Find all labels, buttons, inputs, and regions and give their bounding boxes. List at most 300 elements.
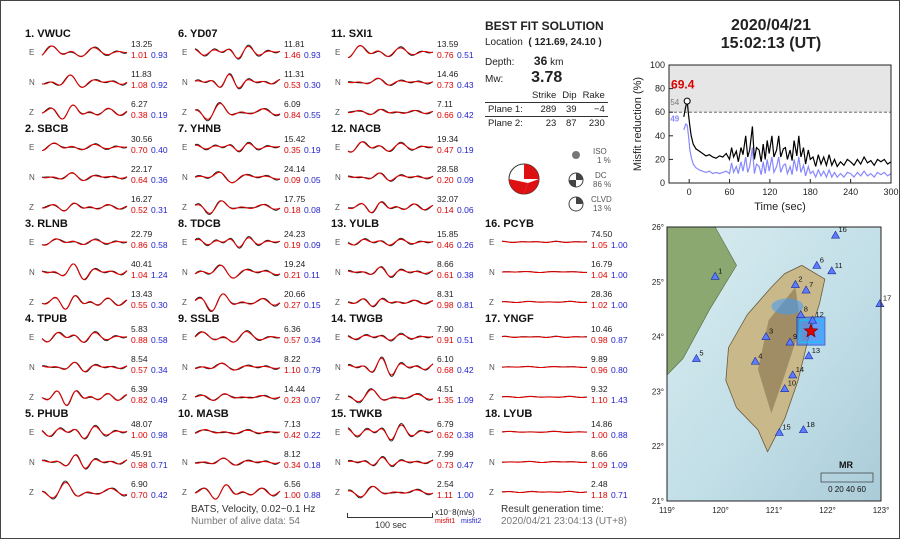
amplitude-value: 13.43	[131, 289, 153, 299]
misfit1-value: 1.02	[591, 300, 608, 310]
observed-waveform	[195, 103, 280, 121]
station-id-label: 2	[798, 274, 803, 284]
mw-label: Mw:	[485, 74, 504, 85]
station-id-label: 3	[768, 326, 774, 336]
plane2-dip: 87	[559, 117, 579, 131]
station-id-label: 11	[834, 260, 843, 270]
misfit2-value: 1.43	[611, 395, 628, 405]
misfit1-value: 0.61	[437, 270, 454, 280]
component-label: Z	[29, 298, 34, 307]
misfit1-value: 0.21	[284, 270, 301, 280]
misfit2-value: 0.49	[151, 395, 168, 405]
amplitude-value: 74.50	[591, 229, 613, 239]
misfit-reduction-chart	[629, 59, 897, 215]
synthetic-waveform	[348, 358, 433, 375]
synthetic-waveform	[195, 458, 280, 465]
component-label: N	[335, 458, 341, 467]
best-fit-point	[684, 98, 690, 104]
misfit2-value: 0.58	[151, 335, 168, 345]
station-id-label: 4	[758, 351, 763, 361]
station-id-label: 15	[782, 422, 791, 432]
misfit2-value: 0.34	[151, 365, 168, 375]
longitude-label: 122°	[819, 506, 836, 515]
synthetic-waveform	[42, 426, 127, 438]
misfit2-value: 0.71	[151, 460, 168, 470]
component-label: E	[182, 143, 188, 152]
amplitude-value: 22.17	[131, 164, 153, 174]
result-time-label: Result generation time:	[501, 504, 604, 515]
component-label: Z	[29, 393, 34, 402]
station-id-label: 9	[793, 332, 798, 342]
dip-header: Dip	[559, 89, 579, 103]
misfit2-value: 0.31	[151, 205, 168, 215]
x-tick-label: 240	[843, 187, 859, 197]
misfit1-value: 0.55	[131, 300, 148, 310]
misfit1-value: 1.01	[131, 50, 148, 60]
misfit2-value: 0.80	[611, 365, 628, 375]
clvd-value: 13 %	[593, 204, 612, 213]
synthetic-waveform	[348, 202, 433, 213]
component-label: E	[335, 428, 341, 437]
component-label: E	[182, 238, 188, 247]
x-tick-label: 300	[883, 187, 899, 197]
nodal-planes-table	[485, 89, 608, 130]
amplitude-value: 13.59	[437, 39, 459, 49]
station-id-label: 16	[838, 225, 847, 235]
amplitude-value: 11.81	[284, 39, 305, 49]
y-tick-label: 60	[654, 107, 665, 118]
misfit1-value: 0.70	[131, 490, 148, 500]
amplitude-value: 7.90	[437, 324, 454, 334]
misfit2-value: 0.34	[304, 335, 321, 345]
misfit1-value: 0.98	[437, 300, 454, 310]
misfit1-value: 0.34	[284, 460, 301, 470]
station-label: 16. PCYB	[485, 218, 534, 230]
misfit1-value: 0.47	[437, 145, 454, 155]
misfit1-value: 1.00	[591, 430, 608, 440]
amplitude-value: 2.54	[437, 479, 454, 489]
amplitude-value: 6.27	[131, 99, 148, 109]
iso-icon	[572, 151, 580, 159]
misfit2-value: 0.87	[611, 335, 628, 345]
component-label: E	[335, 143, 341, 152]
misfit1-value: 0.09	[284, 175, 301, 185]
x-tick-label: 60	[724, 187, 735, 197]
synthetic-waveform	[502, 302, 587, 303]
x-tick-label: 180	[802, 187, 818, 197]
misfit2-value: 0.58	[151, 240, 168, 250]
third-fit-value: 49	[670, 114, 680, 124]
y-axis-label: Misfit reduction (%)	[632, 76, 644, 172]
misfit2-value: 0.08	[304, 205, 321, 215]
amplitude-value: 8.31	[437, 289, 454, 299]
station-label: 3. RLNB	[25, 218, 68, 230]
latitude-label: 24°	[651, 332, 664, 342]
second-fit-value: 54	[670, 98, 680, 108]
station-id-label: 7	[809, 280, 814, 290]
iso-label: ISO	[593, 147, 607, 156]
longitude-label: 123°	[872, 506, 890, 515]
synthetic-waveform	[348, 78, 433, 85]
amplitude-value: 16.27	[131, 194, 153, 204]
depth-label: Depth:	[485, 57, 515, 68]
synthetic-waveform	[348, 109, 433, 114]
location-value: ( 121.69, 24.10 )	[528, 37, 602, 48]
amplitude-value: 4.51	[437, 384, 454, 394]
amplitude-value: 45.91	[131, 449, 153, 459]
misfit1-value: 0.68	[437, 365, 454, 375]
misfit1-value: 0.98	[591, 335, 608, 345]
misfit2-value: 0.42	[457, 110, 474, 120]
synthetic-waveform	[195, 430, 280, 434]
misfit2-value: 0.42	[457, 365, 474, 375]
misfit2-value: 1.24	[151, 270, 168, 280]
misfit1-value: 0.42	[284, 430, 301, 440]
station-label: 11. SXI1	[331, 28, 373, 40]
synthetic-waveform	[42, 333, 127, 343]
misfit2-value: 0.19	[151, 110, 168, 120]
synthetic-waveform	[502, 397, 587, 398]
component-label: N	[29, 458, 35, 467]
best-fit-value: 69.4	[671, 77, 695, 92]
latitude-label: 22°	[651, 442, 664, 452]
misfit2-value: 0.51	[457, 335, 474, 345]
component-label: Z	[29, 203, 34, 212]
data-info: BATS, Velocity, 0.02~0.1 Hz	[191, 504, 316, 515]
synthetic-waveform	[502, 492, 587, 493]
amplitude-value: 14.86	[591, 419, 613, 429]
amplitude-value: 7.99	[437, 449, 454, 459]
misfit2-value: 0.07	[304, 395, 321, 405]
amplitude-value: 6.39	[131, 384, 148, 394]
component-label: N	[335, 173, 341, 182]
misfit2-value: 0.09	[457, 175, 474, 185]
station-label: 4. TPUB	[25, 313, 68, 325]
station-id-label: 18	[806, 419, 815, 429]
component-label: E	[29, 333, 35, 342]
station-label: 1. VWUC	[25, 28, 71, 40]
observed-waveform	[348, 424, 433, 442]
synthetic-waveform	[42, 296, 127, 310]
iso-value: 1 %	[597, 156, 611, 165]
synthetic-waveform	[195, 75, 280, 88]
amplitude-value: 6.36	[284, 324, 301, 334]
misfit2-value: 0.36	[151, 175, 168, 185]
synthetic-waveform	[348, 334, 433, 340]
synthetic-waveform	[42, 173, 127, 181]
longitude-label: 120°	[712, 506, 729, 515]
component-label: Z	[182, 108, 187, 117]
component-label: N	[335, 268, 341, 277]
synthetic-waveform	[195, 103, 280, 119]
synthetic-waveform	[348, 390, 433, 402]
synthetic-waveform	[348, 487, 433, 497]
amplitude-value: 16.79	[591, 259, 613, 269]
station-label: 15. TWKB	[331, 408, 383, 420]
synthetic-waveform	[195, 46, 280, 58]
misfit2-value: 0.71	[611, 490, 628, 500]
synthetic-waveform	[42, 483, 127, 498]
misfit1-value: 0.88	[131, 335, 148, 345]
amplitude-value: 8.54	[131, 354, 148, 364]
synthetic-waveform	[42, 105, 127, 119]
y-tick-label: 80	[654, 83, 665, 94]
synthetic-waveform	[348, 267, 433, 276]
component-label: N	[182, 173, 188, 182]
station-id-label: 5	[699, 348, 704, 358]
station-label: 6. YD07	[178, 28, 218, 40]
component-label: E	[29, 143, 35, 152]
amplitude-units: x10⁻8(m/s)	[435, 508, 475, 517]
dc-value: 86 %	[593, 180, 612, 189]
amplitude-value: 7.11	[437, 99, 453, 109]
misfit2-value: 0.19	[304, 145, 321, 155]
misfit1-value: 1.09	[591, 460, 608, 470]
misfit1-value: 1.04	[131, 270, 148, 280]
decomposition-icons	[569, 149, 589, 213]
misfit1-value: 0.66	[437, 110, 454, 120]
component-label: Z	[182, 488, 187, 497]
amplitude-value: 19.34	[437, 134, 459, 144]
station-id-label: 10	[787, 378, 797, 388]
component-label: N	[29, 173, 35, 182]
synthetic-waveform	[348, 299, 433, 306]
station-id-label: 1	[718, 266, 723, 276]
misfit1-value: 0.64	[131, 175, 148, 185]
station-map	[641, 221, 893, 515]
misfit2-value: 0.88	[611, 430, 628, 440]
misfit2-value: 0.30	[304, 80, 321, 90]
best-fit-solution	[485, 19, 635, 130]
station-label: 17. YNGF	[485, 313, 534, 325]
misfit2-value: 0.42	[151, 490, 168, 500]
component-label: E	[489, 238, 495, 247]
component-label: N	[29, 268, 35, 277]
misfit2-value: 0.09	[304, 240, 321, 250]
misfit1-value: 0.53	[284, 80, 301, 90]
misfit-grid-region	[771, 298, 803, 314]
misfit1-value: 0.52	[131, 205, 148, 215]
component-label: Z	[29, 108, 34, 117]
misfit1-value: 0.20	[437, 175, 454, 185]
amplitude-value: 10.46	[591, 324, 613, 334]
station-label: 8. TDCB	[178, 218, 221, 230]
component-label: N	[489, 268, 495, 277]
amplitude-value: 8.66	[591, 449, 608, 459]
misfit2-value: 0.43	[457, 80, 474, 90]
component-label: N	[29, 78, 35, 87]
component-label: E	[29, 238, 35, 247]
component-label: N	[182, 458, 188, 467]
station-id-label: 6	[819, 255, 824, 265]
component-label: E	[489, 333, 495, 342]
synthetic-waveform	[195, 172, 280, 183]
component-label: Z	[489, 393, 494, 402]
misfit1-value: 1.11	[437, 490, 453, 500]
amplitude-value: 11.83	[131, 69, 152, 79]
misfit2-value: 0.22	[304, 430, 321, 440]
station-label: 5. PHUB	[25, 408, 69, 420]
plane2-label: Plane 2:	[485, 117, 529, 131]
amplitude-value: 6.56	[284, 479, 301, 489]
event-date: 2020/04/21	[730, 17, 812, 34]
plane1-label: Plane 1:	[488, 104, 523, 115]
component-label: N	[489, 363, 495, 372]
plane2-strike: 23	[529, 117, 559, 131]
observed-waveform	[42, 75, 127, 87]
amplitude-value: 24.14	[284, 164, 306, 174]
synthetic-waveform	[502, 367, 587, 368]
y-tick-label: 0	[659, 178, 665, 188]
amplitude-value: 7.13	[284, 419, 301, 429]
misfit1-value: 1.08	[131, 80, 148, 90]
component-label: Z	[489, 488, 494, 497]
misfit2-value: 1.00	[457, 490, 474, 500]
colorbar-ticks: 0 20 40 60	[828, 485, 866, 494]
misfit2-value: 0.40	[151, 145, 168, 155]
amplitude-value: 32.07	[437, 194, 459, 204]
location-label: Location	[485, 37, 523, 48]
station-id-label: 14	[795, 364, 805, 374]
synthetic-waveform	[42, 143, 127, 151]
component-label: E	[335, 238, 341, 247]
amplitude-value: 20.66	[284, 289, 306, 299]
misfit2-value: 0.05	[304, 175, 321, 185]
dc-label: DC	[595, 171, 607, 180]
station-id-label: 17	[882, 293, 892, 303]
amplitude-value: 8.22	[284, 354, 301, 364]
synthetic-waveform	[348, 239, 433, 245]
colorbar-title: MR	[839, 460, 853, 470]
misfit2-value: 0.38	[457, 430, 474, 440]
time-scale-bar	[347, 513, 433, 518]
misfit1-value: 0.57	[131, 365, 148, 375]
amplitude-value: 24.23	[284, 229, 306, 239]
misfit1-value: 0.86	[131, 240, 148, 250]
misfit-series-line	[684, 124, 891, 177]
misfit2-value: 0.19	[457, 145, 474, 155]
y-tick-label: 20	[654, 154, 665, 165]
amplitude-value: 14.44	[284, 384, 306, 394]
misfit2-value: 0.93	[304, 50, 321, 60]
latitude-label: 21°	[651, 497, 664, 506]
amplitude-value: 30.56	[131, 134, 153, 144]
amplitude-value: 6.09	[284, 99, 301, 109]
component-label: E	[29, 48, 35, 57]
misfit2-value: 0.11	[304, 270, 320, 280]
station-label: 13. YULB	[331, 218, 380, 230]
misfit1-legend: misfit1	[435, 518, 456, 525]
station-label: 9. SSLB	[178, 313, 220, 325]
mw-value: 3.78	[531, 69, 563, 86]
component-label: Z	[29, 488, 34, 497]
misfit1-value: 0.19	[284, 240, 301, 250]
component-label: Z	[335, 108, 340, 117]
x-tick-label: 0	[686, 187, 692, 197]
result-time: 2020/04/21 23:04:13 (UT+8)	[501, 516, 627, 527]
misfit1-value: 0.38	[131, 110, 148, 120]
component-label: E	[335, 48, 341, 57]
station-id-label: 13	[811, 345, 821, 355]
misfit2-value: 1.09	[611, 460, 628, 470]
misfit1-value: 0.82	[131, 395, 148, 405]
component-label: Z	[335, 488, 340, 497]
component-label: N	[182, 363, 188, 372]
synthetic-waveform	[42, 362, 127, 371]
depth-value: 36	[533, 54, 548, 68]
misfit2-value: 0.55	[304, 110, 321, 120]
component-label: E	[182, 428, 188, 437]
component-label: E	[335, 333, 341, 342]
misfit2-value: 1.00	[611, 270, 628, 280]
misfit1-value: 0.73	[437, 80, 454, 90]
misfit1-value: 0.96	[591, 365, 608, 375]
synthetic-waveform	[348, 173, 433, 181]
misfit2-value: 0.81	[457, 300, 474, 310]
clvd-label: CLVD	[591, 195, 612, 204]
amplitude-value: 6.79	[437, 419, 454, 429]
misfit1-value: 1.18	[591, 490, 608, 500]
event-datetime	[651, 17, 891, 53]
misfit2-value: 0.30	[151, 300, 168, 310]
station-label: 10. MASB	[178, 408, 229, 420]
misfit1-value: 1.04	[591, 270, 608, 280]
longitude-label: 119°	[659, 506, 675, 515]
depth-unit: km	[550, 57, 564, 68]
misfit1-value: 0.62	[437, 430, 454, 440]
misfit1-value: 0.76	[437, 50, 454, 60]
amplitude-value: 48.07	[131, 419, 153, 429]
misfit1-value: 1.46	[284, 50, 301, 60]
component-label: N	[29, 363, 35, 372]
misfit1-value: 1.00	[131, 430, 148, 440]
component-label: Z	[335, 393, 340, 402]
misfit2-value: 0.18	[304, 460, 321, 470]
misfit2-value: 0.51	[457, 50, 474, 60]
misfit1-value: 0.14	[437, 205, 454, 215]
component-label: E	[489, 428, 495, 437]
misfit1-value: 1.35	[437, 395, 454, 405]
amplitude-value: 22.79	[131, 229, 153, 239]
plane1-dip: 39	[565, 104, 577, 115]
amplitude-value: 13.25	[131, 39, 153, 49]
high-quality-band	[669, 65, 891, 112]
misfit2-value: 0.79	[304, 365, 321, 375]
component-label: N	[489, 458, 495, 467]
amplitude-value: 6.90	[131, 479, 148, 489]
synthetic-waveform	[195, 394, 280, 401]
synthetic-waveform	[42, 203, 127, 211]
synthetic-waveform	[42, 75, 127, 87]
latitude-label: 26°	[651, 223, 664, 232]
station-label: 7. YHNB	[178, 123, 222, 135]
amplitude-value: 40.41	[131, 259, 153, 269]
component-label: N	[335, 78, 341, 87]
misfit1-value: 1.05	[591, 240, 608, 250]
longitude-label: 121°	[765, 506, 783, 515]
component-label: Z	[182, 298, 187, 307]
misfit1-value: 0.91	[437, 335, 454, 345]
synthetic-waveform	[348, 142, 433, 152]
misfit2-legend: misfit2	[461, 518, 482, 525]
amplitude-value: 15.85	[437, 229, 459, 239]
amplitude-value: 2.48	[591, 479, 608, 489]
amplitude-value: 15.42	[284, 134, 306, 144]
synthetic-waveform	[502, 462, 587, 463]
misfit1-value: 0.35	[284, 145, 301, 155]
misfit2-value: 0.38	[457, 270, 474, 280]
component-label: Z	[182, 203, 187, 212]
